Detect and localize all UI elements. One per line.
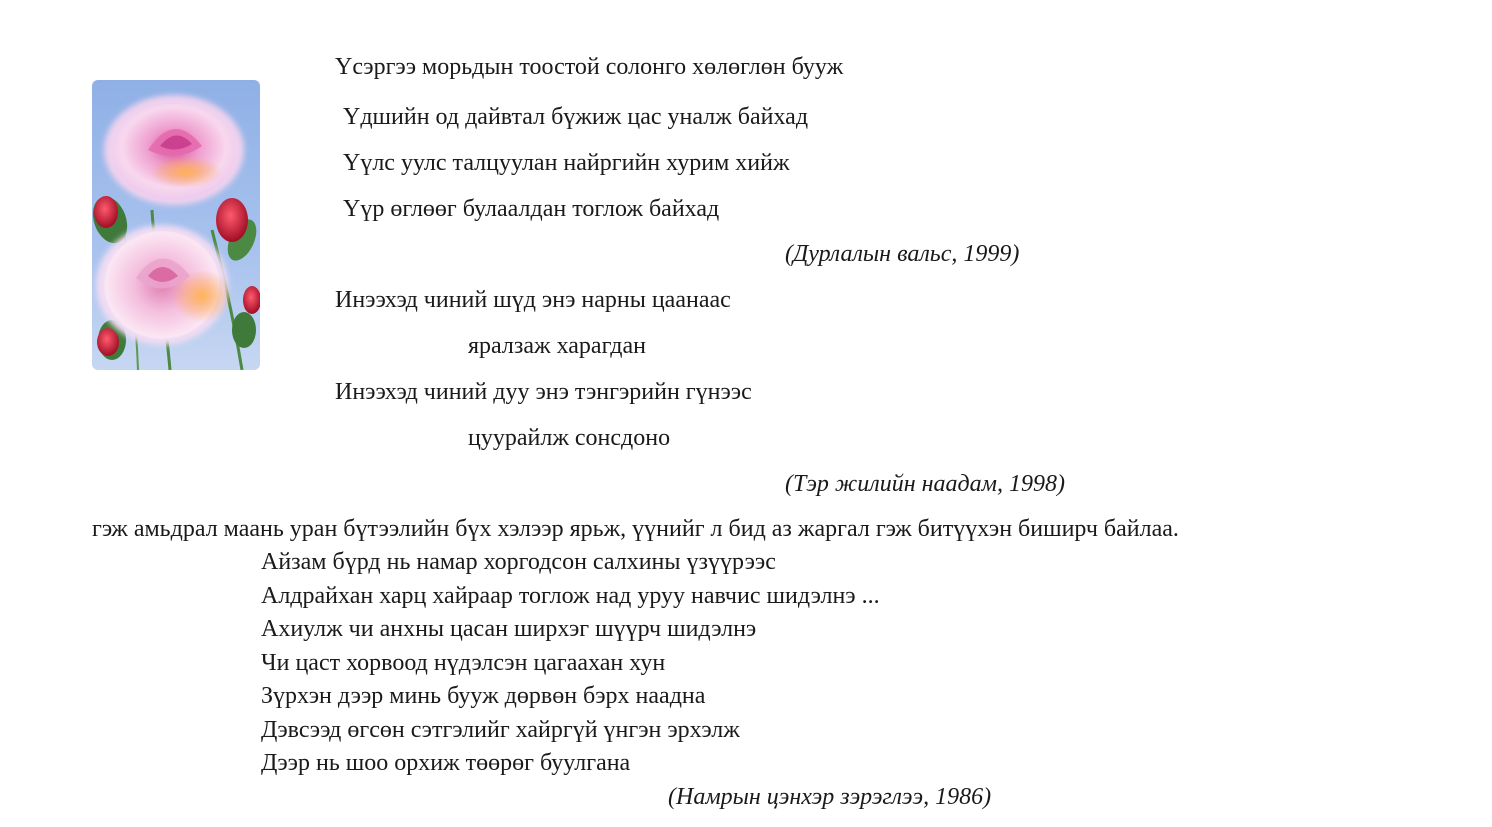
poem1-line-4: Үүр өглөөг булаалдан тоглож байхад <box>343 196 720 222</box>
poem1-line-1: Үсэргээ морьдын тоостой солонго хөлөглөн бууж <box>335 54 844 80</box>
rose-flowers-icon <box>92 80 260 370</box>
poem3-line-5: Зүрхэн дээр минь бууж дөрвөн бэрх наадна <box>261 683 706 709</box>
poem1-line-2: Үдшийн од дайвтал бүжиж цас уналж байхад <box>343 104 809 130</box>
poem2-citation: (Тэр жилийн наадам, 1998) <box>785 471 1065 497</box>
poem3-citation: (Намрын цэнхэр зэрэглээ, 1986) <box>668 784 992 810</box>
poem2-line-2: яралзаж харагдан <box>468 333 646 359</box>
poem1-citation: (Дурлалын вальс, 1999) <box>785 241 1020 267</box>
poem3-line-1: Айзам бүрд нь намар хоргодсон салхины үзүүрээс <box>261 549 776 575</box>
poem2-line-3: Инээхэд чиний дуу энэ тэнгэрийн гүнээс <box>335 379 752 405</box>
poem3-line-7: Дээр нь шоо орхиж төөрөг буулгана <box>261 750 631 776</box>
poem2-line-4: цуурайлж сонсдоно <box>468 425 671 451</box>
poem1-line-3: Үүлс уулс талцуулан найргийн хурим хийж <box>343 150 790 176</box>
poem3-line-4: Чи цаст хорвоод нүдэлсэн цагаахан хун <box>261 650 666 676</box>
poem3-line-6: Дэвсээд өгсөн сэтгэлийг хайргүй үнгэн эрхэлж <box>261 717 740 743</box>
poem2-line-1: Инээхэд чиний шүд энэ нарны цаанаас <box>335 287 731 313</box>
poem3-line-2: Алдрайхан харц хайраар тоглож над уруу навчис шидэлнэ ... <box>261 583 880 609</box>
poem3-line-3: Ахиулж чи анхны цасан ширхэг шүүрч шидэлнэ <box>261 616 757 642</box>
prose-paragraph: гэж амьдрал маань уран бүтээлийн бүх хэлээр ярьж, үүнийг л бид аз жаргал гэж битүүхэн биширч байлаа. <box>92 516 1179 542</box>
rose-illustration <box>92 80 260 370</box>
